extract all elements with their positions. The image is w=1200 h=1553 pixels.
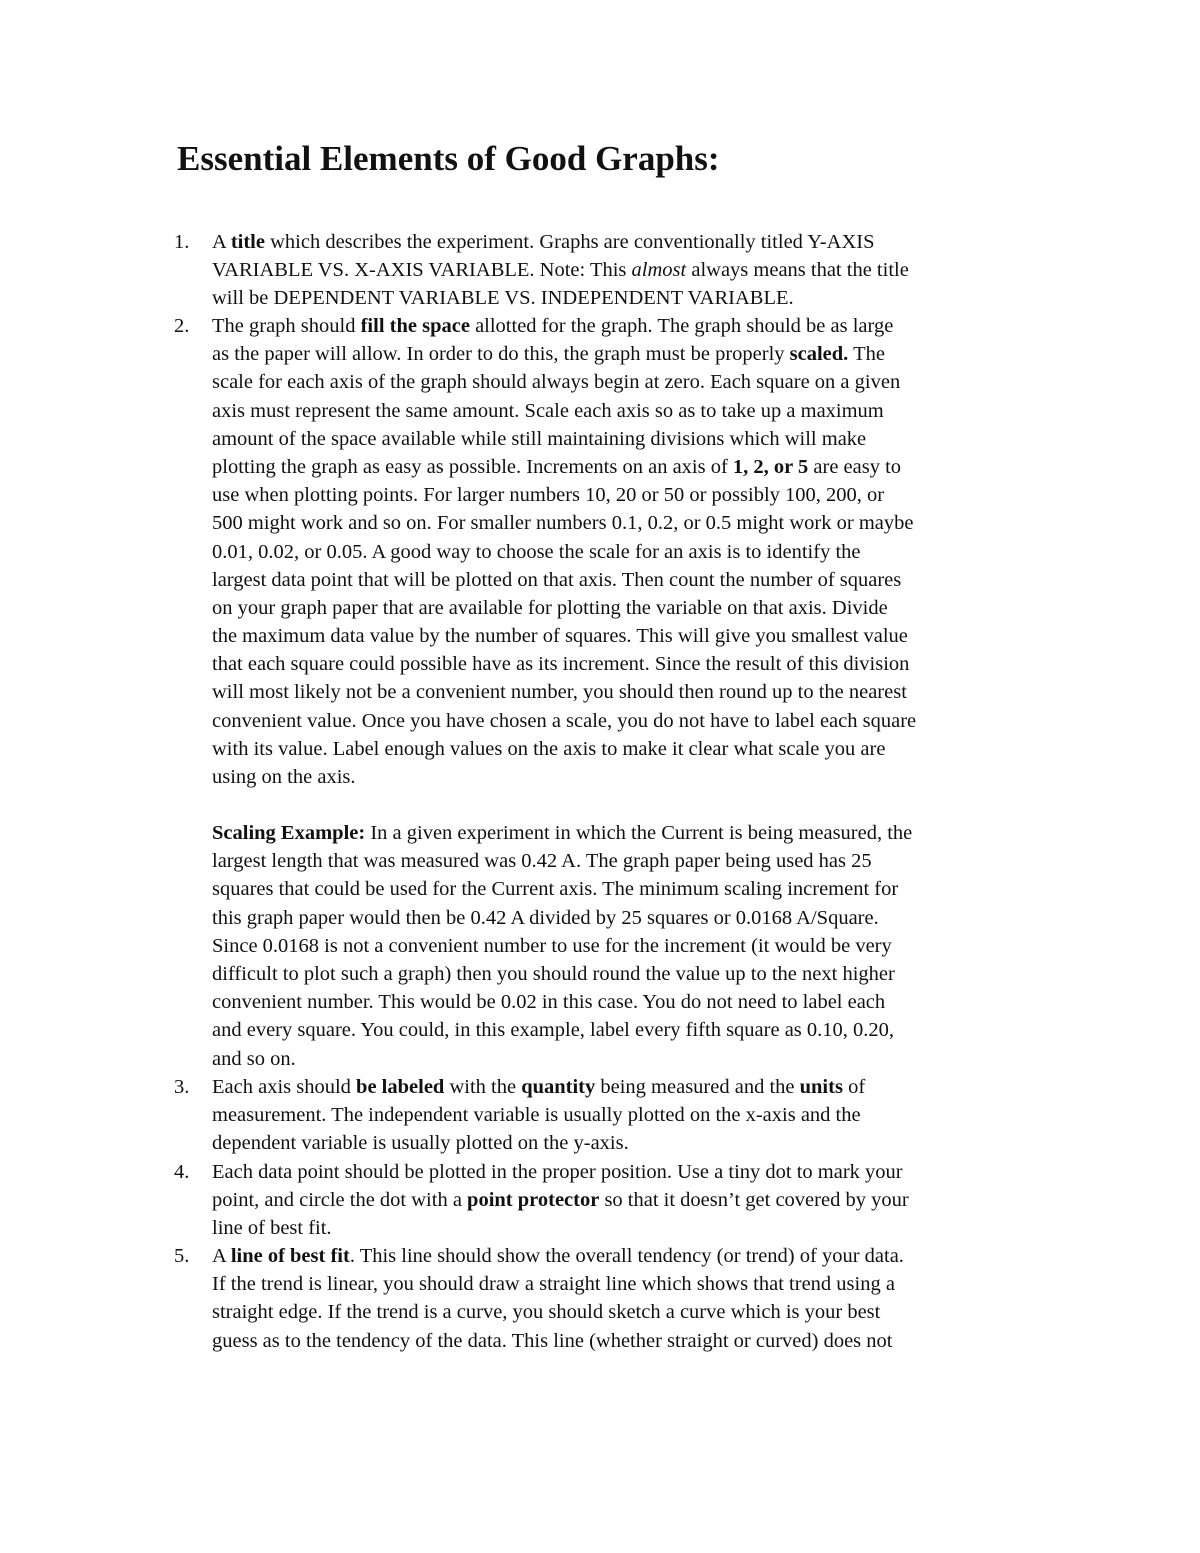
text-line bbox=[212, 1270, 904, 1298]
text-line bbox=[212, 538, 916, 566]
text-line bbox=[212, 481, 916, 509]
bold-text: scaled. bbox=[789, 343, 849, 366]
bold-text: be labeled bbox=[356, 1076, 445, 1098]
text-line bbox=[212, 284, 909, 312]
text-line bbox=[212, 819, 912, 847]
page-title: Essential Elements of Good Graphs: bbox=[177, 139, 720, 178]
text-run: Each data point should be plotted in the proper position. Use a tiny dot to mark your bbox=[212, 1161, 903, 1183]
text-run: on your graph paper that are available for plotting the variable on that axis. Divide bbox=[212, 596, 888, 619]
text-run: measurement. The independent variable is usually plotted on the x-axis and the bbox=[212, 1104, 861, 1127]
text-run: point, and circle the dot with a bbox=[212, 1189, 468, 1212]
text-run: The graph should bbox=[212, 315, 361, 337]
text-run: A bbox=[212, 231, 231, 253]
text-line bbox=[212, 988, 912, 1016]
text-line bbox=[212, 1242, 904, 1270]
text-line bbox=[212, 763, 916, 791]
text-line bbox=[212, 256, 909, 284]
bold-text: quantity bbox=[521, 1076, 596, 1098]
text-run: plotting the graph as easy as possible. Increments on an axis of bbox=[212, 455, 733, 478]
list-item-text bbox=[212, 1158, 909, 1243]
text-run: the maximum data value by the number of squares. This will give you smallest value bbox=[212, 625, 908, 648]
text-line bbox=[212, 1214, 909, 1242]
text-run: convenient value. Once you have chosen a scale, you do not have to label each square bbox=[212, 709, 917, 732]
text-run: so that it doesn’t get covered by your bbox=[599, 1189, 909, 1212]
bold-text: title bbox=[230, 231, 265, 253]
scaling-example-paragraph bbox=[212, 819, 912, 1073]
text-run: A bbox=[212, 1245, 231, 1267]
text-line bbox=[212, 1101, 865, 1129]
list-number: 3. bbox=[174, 1076, 190, 1098]
text-run: Each axis should bbox=[212, 1076, 357, 1098]
text-run: of bbox=[842, 1076, 866, 1098]
text-line bbox=[212, 1129, 865, 1157]
list-number: 1. bbox=[174, 231, 190, 253]
text-run: with the bbox=[444, 1076, 522, 1098]
text-run: The bbox=[848, 343, 885, 366]
bold-text: line of best fit bbox=[230, 1245, 350, 1267]
text-line bbox=[212, 228, 909, 256]
text-run: largest data point that will be plotted on that axis. Then count the number of squares bbox=[212, 568, 902, 591]
text-run: convenient number. This would be 0.02 in this case. You do not need to label each bbox=[212, 991, 886, 1014]
text-run: In a given experiment in which the Current is being measured, the bbox=[365, 822, 913, 844]
text-run: squares that could be used for the Current axis. The minimum scaling increment for bbox=[212, 878, 899, 901]
text-line bbox=[212, 904, 912, 932]
text-run: straight edge. If the trend is a curve, you should sketch a curve which is your best bbox=[212, 1301, 881, 1324]
bold-text: Scaling Example: bbox=[212, 822, 366, 844]
list-item-text bbox=[212, 1242, 904, 1355]
text-run: line of best fit. bbox=[212, 1217, 332, 1240]
text-run: with its value. Label enough values on the axis to make it clear what scale you are bbox=[212, 737, 886, 760]
bold-text: 1, 2, or 5 bbox=[732, 455, 809, 478]
text-line bbox=[212, 1073, 865, 1101]
list-number: 2. bbox=[174, 315, 190, 337]
list-item-text bbox=[212, 1073, 865, 1158]
text-run: use when plotting points. For larger numbers 10, 20 or 50 or possibly 100, 200, or bbox=[212, 484, 885, 507]
text-run: 0.01, 0.02, or 0.05. A good way to choose the scale for an axis is to identify the bbox=[212, 540, 861, 563]
text-line bbox=[212, 509, 916, 537]
text-run: axis must represent the same amount. Scale each axis so as to take up a maximum bbox=[212, 399, 884, 422]
text-run: that each square could possible have as its increment. Since the result of this division bbox=[212, 653, 910, 676]
text-run: will most likely not be a convenient number, you should then round up to the nearest bbox=[212, 681, 907, 704]
text-run: are easy to bbox=[808, 455, 902, 478]
text-run: always means that the title bbox=[686, 259, 909, 282]
text-line bbox=[212, 594, 916, 622]
text-line bbox=[212, 735, 916, 763]
text-run: allotted for the graph. The graph should be as large bbox=[469, 315, 894, 337]
list-number: 5. bbox=[174, 1245, 190, 1267]
text-run: and every square. You could, in this example, label every fifth square as 0.10, 0.20, bbox=[212, 1019, 895, 1042]
text-line bbox=[212, 566, 916, 594]
text-line bbox=[212, 1016, 912, 1044]
text-run: . This line should show the overall tendency (or trend) of your data. bbox=[349, 1245, 904, 1267]
list-item-text bbox=[212, 228, 909, 313]
italic-text: almost bbox=[631, 259, 687, 282]
text-line bbox=[212, 707, 916, 735]
text-line bbox=[212, 847, 912, 875]
text-line bbox=[212, 650, 916, 678]
text-line bbox=[212, 1045, 912, 1073]
text-line bbox=[212, 678, 916, 706]
text-line bbox=[212, 340, 916, 368]
bold-text: units bbox=[799, 1076, 843, 1098]
text-line bbox=[212, 312, 916, 340]
list-item-text bbox=[212, 312, 916, 791]
text-run: scale for each axis of the graph should always begin at zero. Each square on a given bbox=[212, 371, 901, 394]
text-line bbox=[212, 368, 916, 396]
text-line bbox=[212, 1298, 904, 1326]
text-line bbox=[212, 453, 916, 481]
text-line bbox=[212, 1158, 909, 1186]
text-line bbox=[212, 425, 916, 453]
text-run: 500 might work and so on. For smaller numbers 0.1, 0.2, or 0.5 might work or maybe bbox=[212, 512, 914, 535]
text-run: as the paper will allow. In order to do this, the graph must be properly bbox=[212, 343, 790, 366]
text-run: Since 0.0168 is not a convenient number to use for the increment (it would be very bbox=[212, 934, 892, 957]
text-run: If the trend is linear, you should draw a straight line which shows that trend using a bbox=[212, 1273, 895, 1296]
text-run: being measured and the bbox=[595, 1076, 800, 1098]
text-line bbox=[212, 960, 912, 988]
bold-text: point protector bbox=[467, 1189, 600, 1212]
text-line bbox=[212, 932, 912, 960]
text-run: largest length that was measured was 0.42 A. The graph paper being used has 25 bbox=[212, 850, 872, 873]
text-run: difficult to plot such a graph) then you should round the value up to the next higher bbox=[212, 962, 895, 985]
text-line bbox=[212, 1186, 909, 1214]
text-run: amount of the space available while still maintaining divisions which will make bbox=[212, 427, 867, 450]
text-run: using on the axis. bbox=[212, 766, 356, 788]
text-run: will be DEPENDENT VARIABLE VS. INDEPENDENT VARIABLE. bbox=[212, 287, 794, 310]
text-run: dependent variable is usually plotted on the y-axis. bbox=[212, 1132, 629, 1155]
list-number: 4. bbox=[174, 1161, 190, 1183]
text-run: which describes the experiment. Graphs are conventionally titled Y-AXIS bbox=[264, 231, 875, 253]
text-run: VARIABLE VS. X-AXIS VARIABLE. Note: This bbox=[212, 259, 632, 282]
text-run: this graph paper would then be 0.42 A divided by 25 squares or 0.0168 A/Square. bbox=[212, 906, 879, 929]
text-line bbox=[212, 875, 912, 903]
text-run: guess as to the tendency of the data. This line (whether straight or curved) does not bbox=[212, 1329, 893, 1352]
bold-text: fill the space bbox=[360, 315, 470, 337]
text-line bbox=[212, 622, 916, 650]
text-line bbox=[212, 1327, 904, 1355]
text-line bbox=[212, 397, 916, 425]
text-run: and so on. bbox=[212, 1047, 296, 1070]
